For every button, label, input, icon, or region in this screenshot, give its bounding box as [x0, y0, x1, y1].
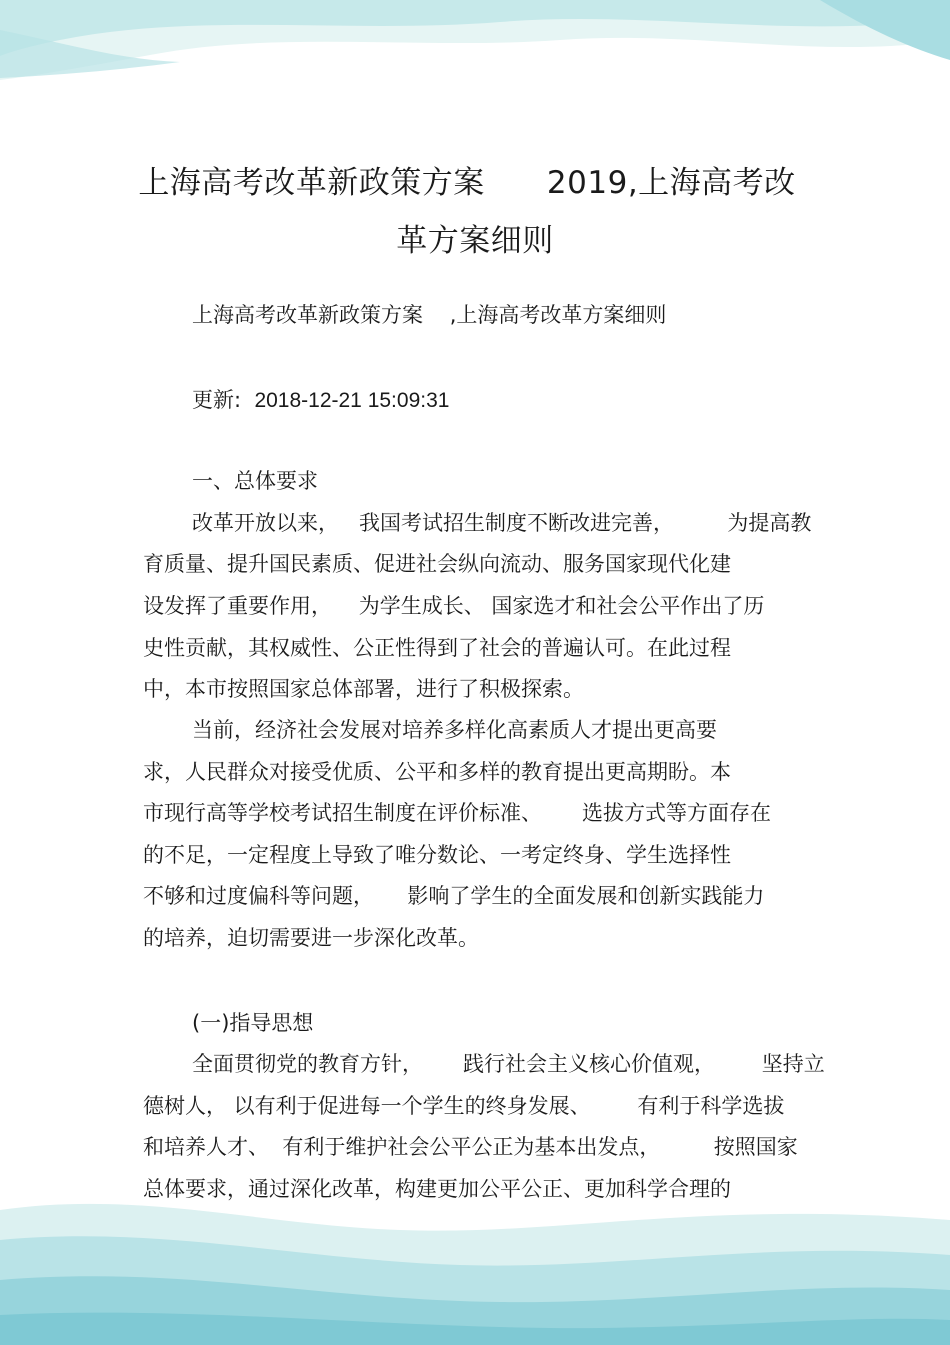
paragraph-line: 的不足，一定程度上导致了唯分数论、一考定终身、学生选择性 [143, 843, 731, 867]
paragraph-line: 全面贯彻党的教育方针， 践行社会主义核心价值观， 坚持立 [192, 1052, 825, 1076]
paragraph-line: 育质量、提升国民素质、促进社会纵向流动、服务国家现代化建 [143, 552, 731, 576]
paragraph-line: 中，本市按照国家总体部署，进行了积极探索。 [143, 677, 584, 701]
document-title-line-1: 上海高考改革新政策方案 2019,上海高考改 [138, 165, 796, 201]
paragraph-line: 史性贡献，其权威性、公正性得到了社会的普遍认可。在此过程 [143, 636, 731, 660]
subsection-heading: (一)指导思想 [192, 1011, 314, 1035]
paragraph-line: 德树人， 以有利于促进每一个学生的终身发展、 有利于科学选拔 [143, 1094, 785, 1118]
document-subtitle: 上海高考改革新政策方案 ,上海高考改革方案细则 [192, 303, 667, 327]
paragraph-line: 改革开放以来， 我国考试招生制度不断改进完善， 为提高教 [192, 511, 812, 535]
updated-label: 更新: [192, 388, 255, 412]
top-wave-decoration [0, 0, 950, 110]
document-title-line-2: 革方案细则 [396, 223, 554, 259]
paragraph-line: 设发挥了重要作用， 为学生成长、 国家选才和社会公平作出了历 [143, 594, 765, 618]
paragraph-line: 总体要求，通过深化改革，构建更加公平公正、更加科学合理的 [143, 1177, 731, 1201]
section-heading: 一、总体要求 [192, 469, 318, 493]
paragraph-line: 市现行高等学校考试招生制度在评价标准、 选拔方式等方面存在 [143, 801, 772, 825]
paragraph-line: 和培养人才、 有利于维护社会公平公正为基本出发点， 按照国家 [143, 1135, 798, 1159]
paragraph-line: 的培养，迫切需要进一步深化改革。 [143, 926, 479, 950]
paragraph-line: 求，人民群众对接受优质、公平和多样的教育提出更高期盼。本 [143, 760, 731, 784]
updated-value: 2018-12-21 15:09:31 [254, 389, 450, 412]
paragraph-line: 不够和过度偏科等问题， 影响了学生的全面发展和创新实践能力 [143, 884, 765, 908]
updated-timestamp [192, 390, 449, 411]
paragraph-line: 当前，经济社会发展对培养多样化高素质人才提出更高要 [192, 718, 717, 742]
